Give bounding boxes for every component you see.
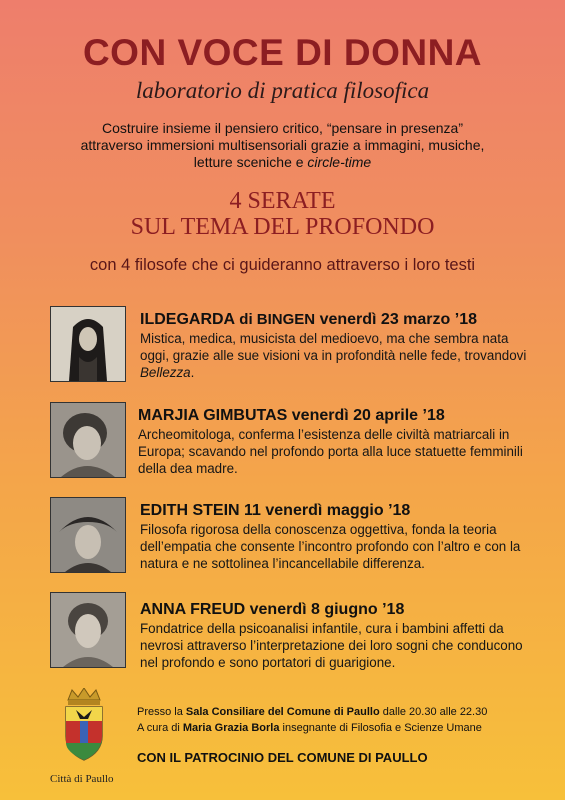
portrait-stein: [50, 497, 126, 573]
footer-location-time: dalle 20.30 alle 22.30: [379, 706, 488, 718]
entry-description-end: .: [190, 365, 195, 380]
serate-heading: [0, 188, 565, 240]
footer-curator-role: insegnante di Filosofia e Scienze Umane: [279, 722, 482, 734]
entry-name: ILDEGARDA: [140, 311, 236, 328]
entry-name-rest: 11: [239, 502, 261, 519]
entry-name-rest: di BINGEN: [235, 311, 316, 328]
intro-line-2: attraverso immersioni multisensoriali grazie a immagini, musiche,: [80, 137, 485, 153]
entry-gimbutas-head: [138, 406, 538, 426]
poster-title: CON VOCE DI DONNA: [82, 32, 483, 73]
entry-description: Filosofa rigorosa della conoscenza oggettiva, fonda la teoria dell’empatia che consente l’incontro profondo con l’altro e con la natura e ne sottolinea l’incancellabile differenza.: [140, 522, 521, 571]
entry-freud-head: [140, 600, 540, 620]
portrait-ildegarda: [50, 306, 126, 382]
footer-patrocinio: CON IL PATROCINIO DEL COMUNE DI PAULLO: [137, 750, 428, 765]
serate-line-2: SUL TEMA DEL PROFONDO: [130, 214, 435, 240]
crest-label: Città di Paullo: [50, 773, 114, 785]
poster-subtitle: laboratorio di pratica filosofica: [135, 78, 430, 103]
intro-line-1: Costruire insieme il pensiero critico, “pensare in presenza”: [101, 120, 464, 136]
entry-date: venerdì 8 giugno ’18: [245, 601, 405, 618]
footer-location-line: [137, 704, 557, 720]
intro-text: [40, 120, 525, 171]
entry-description-italic: Bellezza: [140, 365, 191, 380]
footer-location-prefix: Presso la: [137, 706, 186, 718]
intro-line-3-text: letture sceniche e: [193, 154, 308, 170]
footer-curator-name: Maria Grazia Borla: [182, 722, 280, 734]
filosofe-subheading: con 4 filosofe che ci guideranno attraverso i loro testi: [89, 256, 476, 274]
entry-date: venerdì 23 marzo ’18: [315, 311, 477, 328]
entry-name: MARJIA GIMBUTAS: [138, 407, 288, 424]
intro-circle-time: circle-time: [307, 154, 372, 170]
crest-icon: [58, 688, 110, 763]
entry-ildegarda-text: [140, 310, 540, 381]
serate-line-1: 4 SERATE: [229, 188, 336, 214]
footer-info: [137, 704, 557, 736]
entry-description: Fondatrice della psicoanalisi infantile, cura i bambini affetti da nevrosi attraverso l’interpretazione dei loro sogni che conducono nel profondo e sono portatori di guarigione.: [140, 621, 523, 670]
entry-description: [140, 330, 540, 381]
entry-stein-head: [140, 501, 540, 521]
entry-description: Archeomitologa, conferma l’esistenza delle civiltà matriarcali in Europa; scavando nel profondo porta alla luce statuette femminili della dea madre.: [138, 427, 523, 476]
entry-gimbutas-text: [138, 406, 538, 477]
entry-date: venerdì maggio ’18: [260, 502, 411, 519]
entry-freud-text: [140, 600, 540, 671]
intro-line-3: [40, 154, 525, 171]
footer-curator-prefix: A cura di: [137, 722, 183, 734]
entry-name: EDITH STEIN: [140, 502, 240, 519]
entry-name: ANNA FREUD: [140, 601, 246, 618]
entry-ildegarda-head: [140, 310, 540, 330]
portrait-freud: [50, 592, 126, 668]
entry-stein-text: [140, 501, 540, 572]
entry-date: venerdì 20 aprile ’18: [287, 407, 445, 424]
entry-description-text: Mistica, medica, musicista del medioevo, ma che sembra nata oggi, grazie alle sue visioni va in profondità nelle fede, trovandovi: [140, 331, 527, 363]
footer-curator-line: [137, 720, 557, 736]
portrait-gimbutas: [50, 402, 126, 478]
footer-location-name: Sala Consiliare del Comune di Paullo: [185, 706, 380, 718]
